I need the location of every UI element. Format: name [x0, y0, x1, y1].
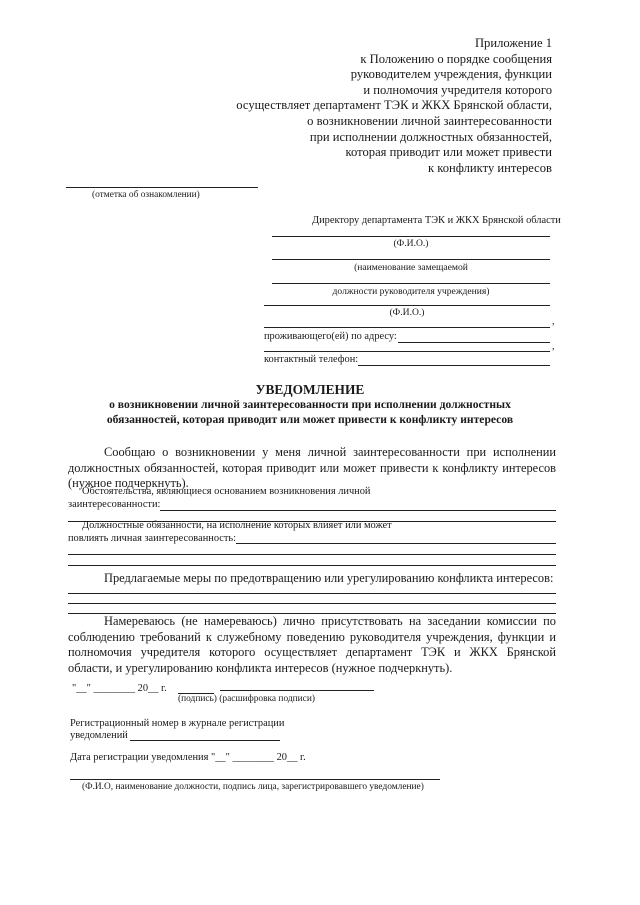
duties-line-3[interactable]: [68, 565, 556, 566]
measures-line-1[interactable]: [68, 593, 556, 594]
fio-line-2[interactable]: [264, 305, 550, 306]
phone-label: контактный телефон:: [264, 354, 359, 365]
address-label: проживающего(ей) по адресу:: [264, 331, 397, 342]
measures-label: Предлагаемые меры по предотвращению или урегулированию конфликта интересов:: [104, 571, 554, 585]
circumstances-label-1: Обстоятельства, являющиеся основанием возникновения личной: [82, 486, 371, 497]
acquaint-label: (отметка об ознакомлении): [92, 190, 200, 200]
duties-label-1: Должностные обязанности, на исполнение которых влияет или может: [82, 520, 392, 531]
fio-label-2: (Ф.И.О.): [389, 307, 425, 318]
appendix-header: [222, 36, 552, 176]
reg-number-field[interactable]: [130, 740, 280, 741]
reg-number-label-1: Регистрационный номер в журнале регистрации: [70, 718, 285, 729]
appendix-line: которая приводит или может привести: [345, 145, 552, 160]
circumstances-label-2: заинтересованности:: [68, 499, 161, 510]
signature-label: (подпись) (расшифровка подписи): [178, 694, 315, 704]
appendix-line: и полномочия учредителя которого: [363, 82, 552, 97]
reg-number-label-2: уведомлений: [70, 730, 128, 741]
addressee-to: Директору департамента ТЭК и ЖКХ Брянской области: [312, 215, 561, 226]
position-label-1: (наименование замещаемой: [354, 262, 468, 273]
fio-label: (Ф.И.О.): [393, 238, 429, 249]
signature-date[interactable]: "__" ________ 20__ г.: [72, 683, 167, 694]
address-field[interactable]: [398, 342, 550, 343]
intent-paragraph: Намереваюсь (не намереваюсь) лично присутствовать на заседании комиссии по соблюдению требований к служебному поведению руководителя учреждения, функции и полномочия учредителя которого осуществляет департамент ТЭК и ЖКХ Брянской области, и урегулированию конфликта интересов (нужное подчеркнуть).: [68, 614, 556, 675]
duties-line-2[interactable]: [68, 554, 556, 555]
document-subtitle-2: обязанностей, которая приводит или может привести к конфликту интересов: [106, 413, 514, 426]
appendix-line: Приложение 1: [474, 36, 552, 50]
comma-2: ,: [552, 341, 555, 352]
acquaint-line[interactable]: [66, 187, 258, 188]
address-line-2[interactable]: [264, 351, 550, 352]
circumstances-field[interactable]: [160, 510, 556, 511]
reg-date[interactable]: Дата регистрации уведомления "__" ________ 20__ г.: [70, 752, 306, 763]
appendix-line: о возникновении личной заинтересованности: [307, 113, 552, 128]
duties-label-2: повлиять личная заинтересованность:: [68, 533, 237, 544]
measures-line-2[interactable]: [68, 603, 556, 604]
signature-decoding-field[interactable]: [220, 690, 374, 691]
registrar-label: (Ф.И.О, наименование должности, подпись лица, зарегистрировавшего уведомление): [82, 782, 424, 792]
position-line-2[interactable]: [272, 283, 550, 284]
appendix-line: к Положению о порядке сообщения: [360, 51, 552, 66]
document-title: УВЕДОМЛЕНИЕ: [255, 382, 365, 397]
appendix-line: осуществляет департамент ТЭК и ЖКХ Брянской области,: [236, 98, 552, 113]
duties-field[interactable]: [236, 543, 556, 544]
position-label-2: должности руководителя учреждения): [332, 286, 490, 297]
position-line-1[interactable]: [272, 259, 550, 260]
appendix-line: при исполнении должностных обязанностей,: [309, 129, 552, 144]
fio-line[interactable]: [272, 236, 550, 237]
document-subtitle-1: о возникновении личной заинтересованности при исполнении должностных: [109, 398, 511, 411]
registrar-line[interactable]: [70, 779, 440, 780]
notice-paragraph: Сообщаю о возникновении у меня личной заинтересованности при исполнении должностных обязанностей, которая приводит или может привести к конфликту интересов (нужное подчеркнуть).: [68, 445, 556, 491]
appendix-line: руководителем учреждения, функции: [350, 67, 552, 82]
comma: ,: [552, 316, 555, 327]
appendix-line: к конфликту интересов: [428, 160, 552, 175]
name-line[interactable]: [264, 327, 550, 328]
phone-field[interactable]: [358, 365, 550, 366]
